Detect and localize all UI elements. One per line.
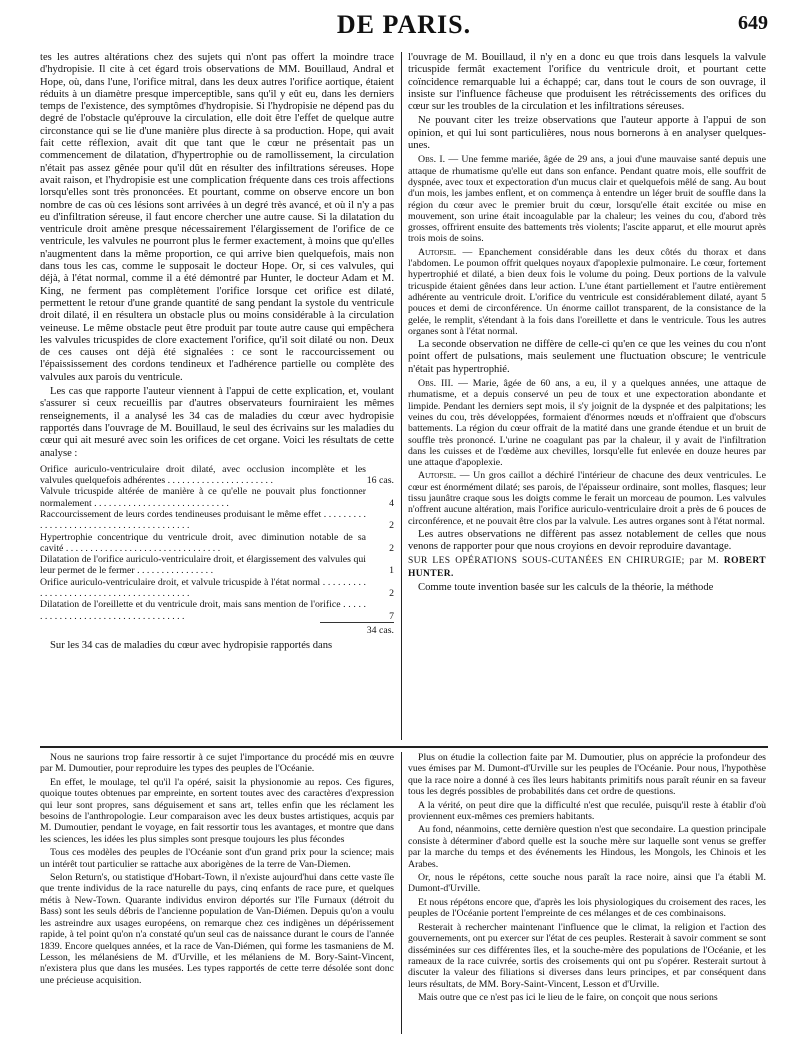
paragraph: Selon Return's, ou statistique d'Hobart-Town, il n'existe aujourd'hui dans cette vaste île que trente individus de la race naturelle du pays, cinq enfants de race pure, et quelques métis à New-Town. Quarante individus environ déportés sur l'île Furnaux (détroit du Bass) sont les seuls débris de l'ancienne population de Van-Diémen. Depuis qu'on a voulu les astreindre aux usages européens, on remarque chez ces indigènes un dépérissement rapide, à tel point qu'on n'a constaté qu'un seul cas de naissance durant le cours de l'année 1839. Encore quelques années, et la race de Van-Diémen, qui forme les tasmaniens de M. Lesson, les mélanésiens de M. d'Urville, et les mélaniens de M. Bory-Saint-Vincent, n'existera plus que dans les musées. Les types rapportés de cette terre désolée sont donc une précieuse acquisition. <box>40 872 394 986</box>
paragraph: En effet, le moulage, tel qu'il l'a opéré, saisit la physionomie au repos. Ces figures, quoique toutes obtenues par empreinte, en sortent toutes avec des caractères d'expression qui leur sont propres, sans déguisement et sans art, telles enfin que les réclament les besoins de l'anthropologie. Leur comparaison avec les deux bustes artistiques, acquis par M. Dumoutier, pendant le voyage, en fait ressortir tous les avantages, et montre que dans les sciences, les idées les plus simples sont presque toujours les plus fécondes <box>40 776 394 845</box>
autopsy-1 <box>408 247 766 337</box>
column-left-upper <box>40 52 394 655</box>
observation-heading: Obs. III. <box>418 378 454 390</box>
row-label: Orifice auriculo-ventriculaire droit, et valvule tricuspide à l'état normal . . . . . . . . . . . . . . . . . . . . . . . . . . . . . . . . . . . . . . . . <box>40 576 366 600</box>
page-number: 649 <box>738 12 768 34</box>
observation-text: — Une femme mariée, âgée de 29 ans, a joui d'une mauvaise santé depuis une attaque de rhumatisme qu'elle eut dans son enfance. Pendant quatre mois, elle souffrit de dyspnée, avec toux et expectoration d'un mucus clair et quelquefois mêlé de sang. Au bout d'un mois, les jambes enflent, et on commença à entendre un léger bruit de souffle dans la région du cœur avec le premier bruit du cœur, lorsqu'elle était excitée ou mise en mouvement, son urine était incoagulable par la chaleur; les veines du cou, d'abord très grosses, offrirent ensuite des battements très violents; l'ascite apparut, et elle mourut après trois mois de soins. <box>408 154 767 245</box>
column-right-lower <box>408 752 766 1006</box>
column-left-lower <box>40 752 394 988</box>
row-count: 4 <box>389 497 394 509</box>
paragraph: Or, nous le répétons, cette souche nous paraît la race noire, ainsi que l'a établi M. Dumont-d'Urville. <box>408 872 766 895</box>
section-title-text: SUR LES OPÉRATIONS SOUS-CUTANÉES EN CHIRURGIE; par M. <box>408 556 720 567</box>
row-count: 2 <box>389 520 394 532</box>
section-divider <box>40 746 768 748</box>
observation-1 <box>408 154 766 244</box>
table-total: 34 cas. <box>320 622 394 636</box>
paragraph: A la vérité, on peut dire que la difficulté n'est que reculée, puisqu'il reste à établir d'où proviennent eux-mêmes ces premiers habitants. <box>408 799 766 823</box>
row-label: Raccourcissement de leurs cordes tendineuses produisant le même effet . . . . . . . . . . . . . . . . . . . . . . . . . . . . . . . . . . . . . . . . <box>40 508 366 532</box>
results-table <box>40 464 394 636</box>
paragraph: Mais outre que ce n'est pas ici le lieu de le faire, on conçoit que nous serions <box>418 992 718 1004</box>
paragraph: Plus on étudie la collection faite par M. Dumoutier, plus on apprécie la profondeur des vues émises par M. Dumont-d'Urville sur les peuples de l'Océanie. Pour nous, l'hypothèse que la race noire a donné à ces îles leurs habitants primitifs nous paraît réunir en sa faveur tous les degrés possibles de probabilités dans cet ordre de questions. <box>408 752 766 798</box>
paragraph: Nous ne saurions trop faire ressortir à ce sujet l'importance du procédé mis en œuvre par M. Dumoutier, pour reproduire les types des peuples de l'Océanie. <box>40 752 394 775</box>
paragraph: La seconde observation ne diffère de celle-ci qu'en ce que les veines du cou n'ont point offert de pulsations, mais seulement une fluctuation obscure; le ventricule n'était pas hypertrophié. <box>408 339 766 375</box>
table-row <box>40 599 394 622</box>
section-author: ROBERT HUNTER. <box>408 556 766 579</box>
page-header <box>40 10 768 38</box>
column-divider <box>401 52 402 740</box>
observation-heading: Obs. I. <box>418 154 446 166</box>
running-title: DE PARIS. <box>336 10 472 39</box>
paragraph: Sur les 34 cas de maladies du cœur avec hydropisie rapportés dans <box>50 640 333 652</box>
row-label: Valvule tricuspide altérée de manière à ce qu'elle ne pouvait plus fonctionner normalement . . . . . . . . . . . . . . . . . . . . . . . . . . . . <box>40 486 366 509</box>
autopsy-3 <box>408 470 766 526</box>
table-row <box>40 486 394 509</box>
autopsy-text: — Epanchement considérable dans les deux côtés du thorax et dans l'abdomen. Le poumon offrit quelques noyaux d'apoplexie pulmonaire. Le cœur, fortement hypertrophié et dilaté, a bien deux fois le volume du poing. Deux portions de la valvule tricuspide étaient gênées dans leur action. L'une étant partiellement et l'autre entièrement adhérente au ventricule droit. L'orifice du ventricule est considérablement dilaté, ayant 5 pouces et demi de circonférence. Un énorme caillot transparent, de la consistance de la gelée, le remplit, s'étendant à la fois dans l'oreillette et dans le ventricule. Tous les autres organes sont à l'état normal. <box>408 246 766 337</box>
paragraph: Et nous répétons encore que, d'après les lois physiologiques du croisement des races, les peuples de l'Océanie portent l'empreinte de ces mélanges et de ces combinaisons. <box>408 896 766 920</box>
row-label: Dilatation de l'orifice auriculo-ventriculaire droit, et élargissement des valvules qui leur permet de le fermer . . . . . . . . . . . . . . . . <box>40 554 366 577</box>
row-count: 16 cas. <box>366 475 394 487</box>
paragraph: Au fond, néanmoins, cette dernière question n'est que secondaire. La question principale consiste à déterminer d'abord quelle est la souche mère sur laquelle sont venus se greffer par la marche du temps et des événements les Hindous, les Mongols, les Chinois et les Arabes. <box>408 824 766 870</box>
paragraph: tes les autres altérations chez des sujets qui n'ont pas offert la moindre trace d'hydropisie. Il cite à cet égard trois observations de MM. Bouillaud, Andral et Hope, où, dans l'une, l'orifice mitral, dans les deux autres l'orifice aortique, étaient réduits à un diamètre presque imperceptible, sans qu'il y eût eu, dans les derniers temps de l'existence, des symptômes d'hydropisie. Si l'hydropisie ne dépend pas du degré de l'obstacle qu'éprouve la circulation, elle doit être l'effet de quelque autre circonstance qui se lie d'une manière plus directe à sa production. Hope, qui avait fait cette réflexion, avait dit que tant que le cœur ne présentait pas un commencement de dilatation, d'hypertrophie ou de ramollissement, la circulation n'était pas assez gênée pour qu'il dût en résulter des infiltrations séreuses. Hope avait raison, et l'hydropisie est une complication fréquente dans ces trois affections lorsqu'elles sont très prononcées. Et pourtant, comme on observe encore un bon nombre de cas où ces lésions sont arrivées à un degré très avancé, et où il n'y a pas eu d'infiltration séreuse, il faut encore chercher une autre cause. Si la dilatation du ventricule droit amène presque nécessairement l'élargissement de l'orifice de ce ventricule, les valvules ne pourront plus le fermer exactement, à moins que qu'elles n'augmentent dans la même proportion, ce qui arrive bien quelquefois, mais non dans tous les cas, comme le supposait le docteur Hope. Or, si ces valvules, qui déjà, à l'état normal, comme il a été démontré par Hunter, le docteur Adam et M. King, ne ferment pas complètement l'orifice lorsque cet orifice est dilaté, permettent le retour d'une grande quantité de sang pendant la systole du ventricule droit dilaté, il en résultera un obstacle plus ou moins considérable à la circulation veineuse. Le même obstacle peut être produit par toute autre cause qui empêchera les valvules tricuspides de clore exactement l'orifice, qu'il soit dilaté ou non. Deux de ces causes ont déjà été signalées : ce sont le raccourcissement ou l'épaississement des cordons tendineux et l'adhérence partielle ou complète des valvules aux parois du ventricule. <box>40 52 394 383</box>
paragraph: Les cas que rapporte l'auteur viennent à l'appui de cette explication, et, voulant s'assurer si ceux recueillis par d'autres observateurs fourniraient les mêmes renseignements, il a analysé les 34 cas de maladies du cœur avec hydropisie rapportés dans l'ouvrage de M. Bouillaud, le seul des écrivains sur les maladies du cœur qui ait mesuré avec soin les orifices de cet organe. Voici les résultats de cette analyse : <box>40 386 394 459</box>
section-heading <box>408 555 766 580</box>
autopsy-heading: Autopsie. <box>418 470 457 482</box>
row-count: 2 <box>389 588 394 600</box>
table-row <box>40 532 394 555</box>
row-count: 7 <box>389 610 394 622</box>
table-row <box>40 464 394 487</box>
table-row <box>40 509 394 532</box>
row-label: Dilatation de l'oreillette et du ventricule droit, mais sans mention de l'orifice . . . . . . . . . . . . . . . . . . . . . . . . . . . . . . . . . . . <box>40 599 366 622</box>
paragraph: Resterait à rechercher maintenant l'influence que le climat, la religion et l'action des gouvernements, ont pu exercer sur l'état de ces peuples. Resterait à savoir comment se sont disséminées sur ces différentes îles, et la souche-mère des populations de l'Océanie, et les rameaux de la race cuivrée, sortis des croisements qui ont pu s'opérer. Resterait surtout à discuter la valeur des filiations si diverses dans leurs principes, et par conséquent dans leurs résultats, de MM. Bory-Saint-Vincent, Lesson et d'Urville. <box>408 921 766 990</box>
row-count: 2 <box>389 542 394 554</box>
autopsy-text: — Un gros caillot a déchiré l'intérieur de chacune des deux ventricules. Le cœur est énormément dilaté; ses parois, de l'épaisseur ordinaire, sont molles, flasques; leur tissu jaunâtre craque sous les doigts comme le ferait un morceau de poumon. Les valvules n'offrent aucune altération, mais l'orifice auriculo-ventriculaire droit a près de 6 pouces de circonférence, et ne pouvait être clos par la valvule. Les autres organes sont à l'état normal. <box>408 470 766 527</box>
row-label: Hypertrophie concentrique du ventricule droit, avec diminution notable de sa cavité . . . . . . . . . . . . . . . . . . . . . . . . . . . . . . . . <box>40 531 366 554</box>
paragraph: Ne pouvant citer les treize observations que l'auteur apporte à l'appui de son opinion, et qui lui sont particulières, nous nous bornerons à en analyser quelques-unes. <box>408 115 766 152</box>
paragraph: Les autres observations ne diffèrent pas assez notablement de celles que nous venons de rapporter pour que nous croyions en devoir reproduire davantage. <box>408 528 766 553</box>
observation-text: — Marie, âgée de 60 ans, a eu, il y a quelques années, une attaque de rhumatisme, et a depuis conservé un peu de toux et une expectoration abondante et limpide. Pendant les derniers sept mois, il s'y joignit de la dyspnée et des palpitations; les veines du cou, très développées, formaient d'énormes nœuds et n'offraient que d'obscurs battements. La région du cœur offrait de la matité dans une grande étendue et un bruit de souffle très prononcé. L'urine ne coagulant pas par la chaleur, il y avait de l'infiltration dans les cuisses et de l'œdème aux chevilles, lorsqu'elle fut enlevée en douze heures par une attaque d'apoplexie. <box>408 378 766 469</box>
row-label: Orifice auriculo-ventriculaire droit dilaté, avec occlusion incomplète et les valvules quelquefois adhérentes . . . . . . . . . . . . . . . . . . . . . . <box>40 463 366 487</box>
column-right-upper <box>408 52 766 596</box>
table-row <box>40 554 394 577</box>
paragraph: Comme toute invention basée sur les calculs de la théorie, la méthode <box>418 582 714 594</box>
row-count: 1 <box>389 565 394 577</box>
table-row <box>40 577 394 600</box>
column-divider <box>401 752 402 1034</box>
paragraph: l'ouvrage de M. Bouillaud, il n'y en a donc eu que trois dans lesquels la valvule tricuspide fermât exactement l'orifice du ventricule droit, et pourtant cette coïncidence remarquable lui a échappé; car, dans tout le cours de son ouvrage, il insiste sur l'influence fâcheuse que produisent les rétrécissements des orifices du cœur sur les troubles de la circulation et les infiltrations séreuses. <box>408 52 766 113</box>
paragraph: Tous ces modèles des peuples de l'Océanie sont d'un grand prix pour la science; mais un intérêt tout particulier se rattache aux aborigènes de la terre de Van-Diemen. <box>40 847 394 870</box>
observation-3 <box>408 378 766 468</box>
autopsy-heading: Autopsie. <box>418 246 457 258</box>
